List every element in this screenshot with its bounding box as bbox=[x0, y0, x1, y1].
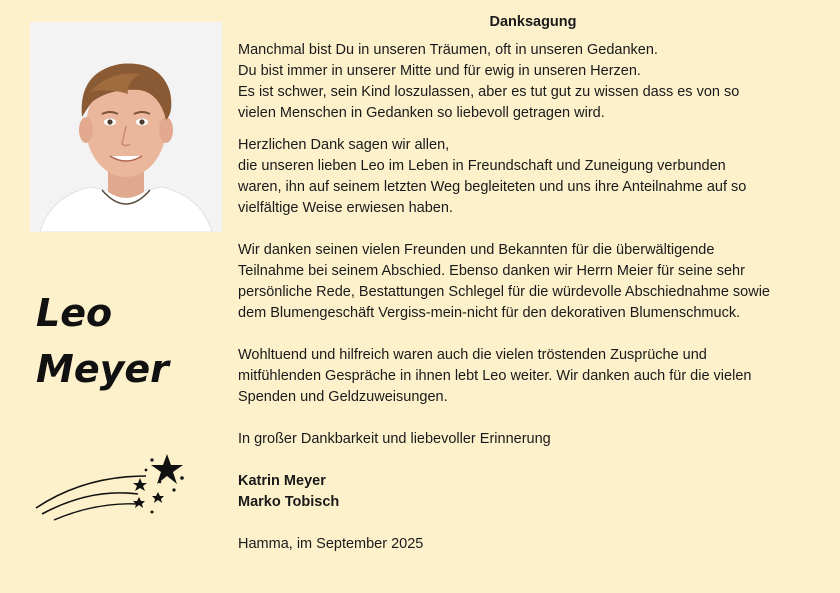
text-line: persönliche Rede, Bestattungen Schlegel für die würdevolle Abschiednahme sowie bbox=[238, 284, 770, 300]
signatures bbox=[238, 471, 828, 513]
text-line: die unseren lieben Leo im Leben in Freundschaft und Zuneigung verbunden bbox=[238, 158, 726, 174]
signature-name: Marko Tobisch bbox=[238, 494, 340, 510]
paragraph-2 bbox=[238, 135, 828, 219]
text-line: mitfühlenden Gespräche in ihnen lebt Leo weiter. Wir danken auch für die vielen bbox=[238, 368, 752, 384]
text-line: Du bist immer in unserer Mitte und für ewig in unseren Herzen. bbox=[238, 63, 641, 79]
signature-name: Katrin Meyer bbox=[238, 473, 326, 489]
place-date: Hamma, im September 2025 bbox=[238, 536, 424, 552]
shooting-stars-icon bbox=[34, 448, 194, 528]
text-line: vielen Menschen in Gedanken so liebevoll getragen wird. bbox=[238, 105, 605, 121]
text-line: dem Blumengeschäft Vergiss-mein-nicht für den dekorativen Blumenschmuck. bbox=[238, 305, 741, 321]
text-line: Teilnahme bei seinem Abschied. Ebenso danken wir Herrn Meier für seine sehr bbox=[238, 263, 745, 279]
deceased-name bbox=[36, 285, 169, 397]
paragraph-4 bbox=[238, 345, 828, 408]
text-line: Es ist schwer, sein Kind loszulassen, aber es tut gut zu wissen dass es von so bbox=[238, 84, 740, 100]
text-line: Wohltuend und hilfreich waren auch die vielen tröstenden Zusprüche und bbox=[238, 347, 707, 363]
first-name: Leo bbox=[36, 291, 113, 335]
text-line: vielfältige Weise erwiesen haben. bbox=[238, 200, 453, 216]
document-title: Danksagung bbox=[489, 14, 577, 30]
paragraph-1 bbox=[238, 40, 828, 124]
closing-line bbox=[238, 429, 828, 450]
text-line: In großer Dankbarkeit und liebevoller Erinnerung bbox=[238, 431, 551, 447]
text-line: Herzlichen Dank sagen wir allen, bbox=[238, 137, 450, 153]
portrait-photo bbox=[30, 22, 222, 232]
last-name: Meyer bbox=[36, 347, 169, 391]
thank-you-text bbox=[238, 12, 828, 566]
text-line: Wir danken seinen vielen Freunden und Bekannten für die überwältigende bbox=[238, 242, 715, 258]
paragraph-3 bbox=[238, 240, 828, 324]
text-line: Manchmal bist Du in unseren Träumen, oft in unseren Gedanken. bbox=[238, 42, 658, 58]
text-line: waren, ihn auf seinem letzten Weg begleiteten und uns ihre Anteilnahme auf so bbox=[238, 179, 747, 195]
text-line: Spenden und Geldzuweisungen. bbox=[238, 389, 448, 405]
